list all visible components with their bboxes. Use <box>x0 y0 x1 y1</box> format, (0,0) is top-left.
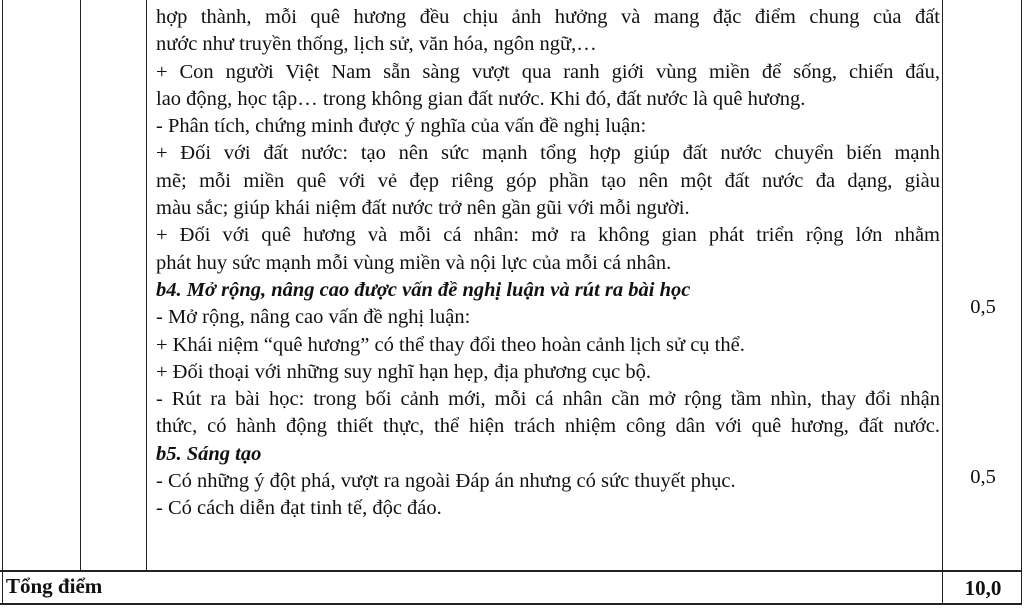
content-line: hợp thành, mỗi quê hương đều chịu ảnh hưởng và mang đặc điểm chung của đất <box>156 6 940 28</box>
content-line: màu sắc; giúp khái niệm đất nước trở nên gần gũi với mỗi người. <box>156 197 690 220</box>
content-line: lao động, học tập… trong không gian đất nước. Khi đó, đất nước là quê hương. <box>156 87 806 110</box>
content-line: + Khái niệm “quê hương” có thể thay đổi theo hoàn cảnh lịch sử cụ thể. <box>156 333 745 356</box>
table-border-bottom <box>0 603 1022 605</box>
section-heading-b5: b5. Sáng tạo <box>156 442 262 465</box>
score-b5: 0,5 <box>970 466 996 488</box>
content-line: + Đối với đất nước: tạo nên sức mạnh tổng hợp giúp đất nước chuyển biến mạnh <box>156 142 940 165</box>
content-line: nước như truyền thống, lịch sử, văn hóa, ngôn ngữ,… <box>156 33 597 56</box>
total-value: 10,0 <box>964 576 1002 600</box>
table-row-divider <box>0 570 1022 572</box>
content-line: - Mở rộng, nâng cao vấn đề nghị luận: <box>156 306 471 329</box>
content-line: mẽ; mỗi miền quê với vẻ đẹp riêng góp phần tạo nên một đất nước đa dạng, giàu <box>156 169 940 192</box>
content-line: + Đối thoại với những suy nghĩ hạn hẹp, địa phương cục bộ. <box>156 360 652 383</box>
table-border-right <box>1021 0 1022 604</box>
content-line: + Con người Việt Nam sẵn sàng vượt qua ranh giới vùng miền để sống, chiến đấu, <box>156 60 940 83</box>
table-border-left <box>2 0 3 604</box>
section-heading-b4: b4. Mở rộng, nâng cao được vấn đề nghị luận và rút ra bài học <box>156 278 691 301</box>
content-line: + Đối với quê hương và mỗi cá nhân: mở ra không gian phát triển rộng lớn nhằm <box>156 224 940 247</box>
content-line: - Rút ra bài học: trong bối cảnh mới, mỗi cá nhân cần mở rộng tầm nhìn, thay đổi nhận <box>156 388 940 411</box>
total-label: Tổng điểm <box>6 574 103 598</box>
content-line: - Có cách diễn đạt tinh tế, độc đáo. <box>156 497 442 520</box>
answer-content <box>156 4 940 523</box>
content-line: thức, có hành động thiết thực, thể hiện trách nhiệm công dân với quê hương, đất nước. <box>156 415 940 438</box>
score-b4: 0,5 <box>970 296 996 318</box>
table-border-col1 <box>80 0 81 570</box>
content-line: phát huy sức mạnh mỗi vùng miền và nội lực của mỗi cá nhân. <box>156 251 672 274</box>
table-border-col2 <box>146 0 149 570</box>
content-line: - Phân tích, chứng minh được ý nghĩa của vấn đề nghị luận: <box>156 115 647 138</box>
content-line: - Có những ý đột phá, vượt ra ngoài Đáp án nhưng có sức thuyết phục. <box>156 470 736 493</box>
table-border-col3 <box>942 0 945 604</box>
